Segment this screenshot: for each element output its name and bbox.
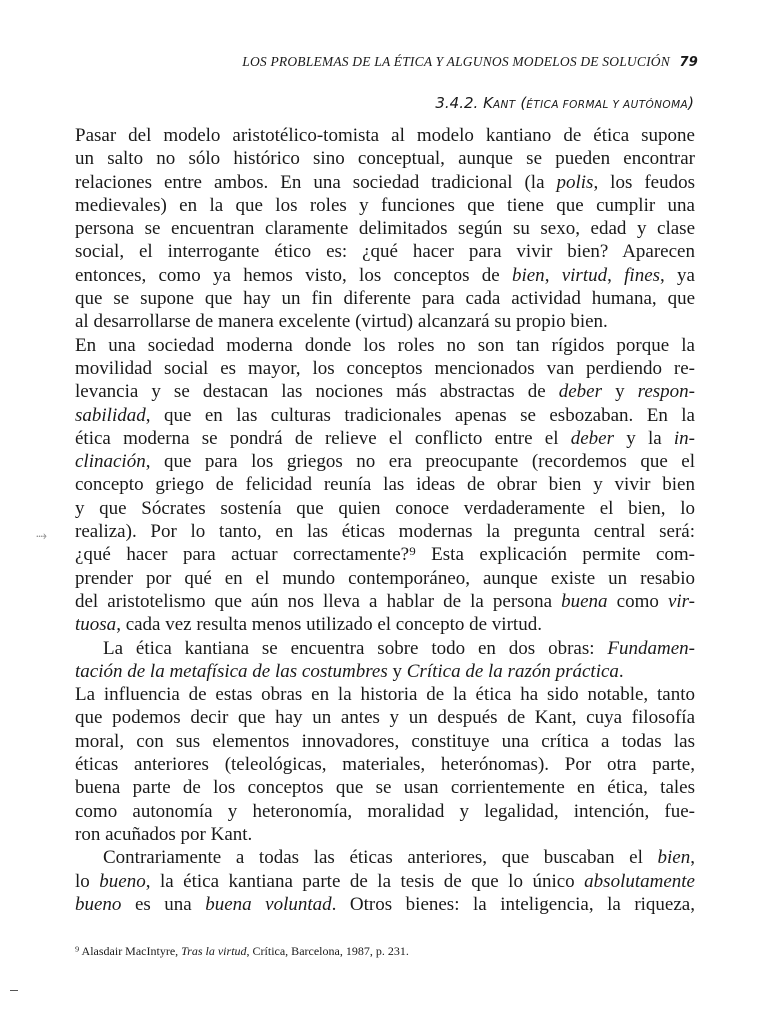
text-run: , [544, 264, 562, 286]
italic-text: tación de la metafísica de las costumbres [75, 660, 388, 682]
text-run: En una sociedad moderna donde los roles no son tan rígidos porque la [75, 334, 695, 356]
text-line [75, 870, 695, 893]
text-run: Contrariamente a todas las éticas anteriores, que buscaban el [103, 847, 658, 869]
text-line [75, 637, 695, 660]
running-head [150, 54, 698, 70]
text-run: y [387, 660, 407, 682]
running-head-title: LOS PROBLEMAS DE LA ÉTICA Y ALGUNOS MODELOS DE SOLUCIÓN [242, 54, 670, 69]
text-run: , ya [660, 264, 695, 286]
italic-text: fines [624, 264, 661, 286]
text-run: realiza). Por lo tanto, en las éticas modernas la pregunta central será: [75, 521, 695, 543]
italic-text: Crítica de la razón práctica [406, 660, 619, 682]
italic-text: in- [673, 427, 695, 449]
text-run: . [618, 660, 624, 682]
footnote-title: Tras la virtud [181, 944, 247, 958]
text-run: ¿qué hacer para actuar correctamente?⁹ Esta explicación permite com- [75, 544, 695, 566]
text-run: , [607, 264, 625, 286]
italic-text: bueno [99, 870, 146, 892]
text-run: al desarrollarse de manera excelente (virtud) alcanzará su propio bien. [75, 311, 608, 333]
text-run: del aristotelismo que aún nos lleva a hablar de la persona [75, 590, 562, 612]
italic-text: buena voluntad [205, 893, 332, 915]
text-line [75, 124, 695, 147]
text-line [75, 520, 695, 543]
text-run: levancia y se destacan las nociones más abstractas de [75, 381, 559, 403]
text-line [75, 427, 695, 450]
text-line [75, 730, 695, 753]
corner-mark [10, 990, 18, 991]
text-run: y [602, 381, 638, 403]
footnote-author: Alasdair MacIntyre, [81, 944, 182, 958]
text-line [75, 567, 695, 590]
text-line [75, 264, 695, 287]
text-run: La ética kantiana se encuentra sobre todo en dos obras: [103, 637, 608, 659]
section-subtitle: (ÉTICA FORMAL Y AUTÓNOMA) [520, 94, 694, 112]
text-run: , [690, 847, 695, 869]
text-run: , que para los griegos no era preocupante (recordemos que el [145, 451, 695, 473]
italic-text: bueno [75, 893, 122, 915]
text-run: ética moderna se pondrá de relieve el conflicto entre el [75, 427, 571, 449]
italic-text: bien [657, 847, 691, 869]
section-heading [300, 94, 694, 112]
footnote-rest: , Crítica, Barcelona, 1987, p. 231. [246, 944, 409, 958]
text-run: social, el interrogante ético es: ¿qué hacer para vivir bien? Aparecen [75, 241, 695, 263]
text-line [75, 334, 695, 357]
text-run: como [607, 590, 668, 612]
text-run: medievales) en la que los roles y funciones que tiene que cumplir una [75, 194, 695, 216]
italic-text: buena [561, 590, 608, 612]
text-run: ron acuñados por Kant. [75, 823, 253, 845]
italic-text: vir- [667, 590, 695, 612]
text-line [75, 683, 695, 706]
text-line [75, 846, 695, 869]
italic-text: Fundamen- [607, 637, 695, 659]
margin-arrow-mark: ⤑ [36, 528, 48, 544]
text-line [75, 450, 695, 473]
text-run: es una [121, 893, 206, 915]
text-run: persona se encuentran claramente delimitados según su sexo, edad y clase [75, 218, 695, 240]
text-line [75, 171, 695, 194]
text-run: y que Sócrates sostenía que quien conoce verdaderamente el bien, lo [75, 497, 695, 519]
text-line [75, 800, 695, 823]
text-line [75, 613, 695, 636]
text-line [75, 706, 695, 729]
section-number: 3.4.2. [435, 94, 479, 112]
text-line [75, 147, 695, 170]
text-line [75, 217, 695, 240]
text-line [75, 310, 695, 333]
italic-text: virtud [561, 264, 608, 286]
text-run: entonces, como ya hemos visto, los conceptos de [75, 264, 512, 286]
footnote [75, 944, 695, 959]
italic-text: tuosa [75, 614, 117, 636]
text-run: concepto griego de felicidad reunía las ideas de obrar bien y vivir bien [75, 474, 695, 496]
italic-text: respon- [637, 381, 695, 403]
text-run: y la [614, 427, 674, 449]
text-run: , la ética kantiana parte de la tesis de que lo único [145, 870, 585, 892]
text-line [75, 893, 695, 916]
text-run: , cada vez resulta menos utilizado el concepto de virtud. [116, 614, 542, 636]
text-run: moral, con sus elementos innovadores, constituye una crítica a todas las [75, 730, 695, 752]
text-run: buena parte de los conceptos que se usan corrientemente en ética, tales [75, 777, 695, 799]
text-run: éticas anteriores (teleológicas, materiales, heterónomas). Por otra parte, [75, 754, 695, 776]
text-line [75, 473, 695, 496]
italic-text: absolutamente [584, 870, 695, 892]
text-line [75, 776, 695, 799]
text-run: que podemos decir que hay un antes y un después de Kant, cuya filosofía [75, 707, 695, 729]
text-line [75, 194, 695, 217]
section-name: KANT [483, 94, 516, 112]
text-line [75, 404, 695, 427]
italic-text: bien [511, 264, 545, 286]
italic-text: deber [570, 427, 614, 449]
text-run: . Otros bienes: la inteligencia, la riqueza, [331, 893, 695, 915]
text-run: como autonomía y heteronomía, moralidad y legalidad, intención, fue- [75, 800, 695, 822]
text-run: un salto no sólo histórico sino conceptual, aunque se pueden encontrar [75, 148, 695, 170]
text-run: Pasar del modelo aristotélico-tomista al modelo kantiano de ética supone [75, 125, 695, 146]
italic-text: deber [558, 381, 603, 403]
text-line [75, 590, 695, 613]
text-run: prender por qué en el mundo contemporáneo, aunque existe un resabio [75, 567, 695, 589]
text-line [75, 753, 695, 776]
italic-text: clinación [75, 451, 146, 473]
italic-text: polis [556, 171, 594, 193]
text-run: que se supone que hay un fin diferente para cada actividad humana, que [75, 288, 695, 310]
body-text [75, 124, 695, 916]
text-line [75, 823, 695, 846]
text-line [75, 380, 695, 403]
text-line [75, 357, 695, 380]
text-line [75, 240, 695, 263]
italic-text: sabilidad [75, 404, 146, 426]
text-run: , los feudos [593, 171, 695, 193]
text-run: , que en las culturas tradicionales apenas se esbozaban. En la [145, 404, 695, 426]
text-line [75, 543, 695, 566]
text-line [75, 497, 695, 520]
text-line [75, 287, 695, 310]
text-run: lo [75, 870, 100, 892]
footnote-marker: ⁹ [75, 944, 80, 958]
text-run: relaciones entre ambos. En una sociedad tradicional (la [75, 171, 557, 193]
page-number: 79 [679, 55, 698, 70]
text-run: La influencia de estas obras en la historia de la ética ha sido notable, tanto [75, 684, 695, 706]
text-line [75, 660, 695, 683]
text-run: movilidad social es mayor, los conceptos mencionados van perdiendo re- [75, 357, 695, 379]
